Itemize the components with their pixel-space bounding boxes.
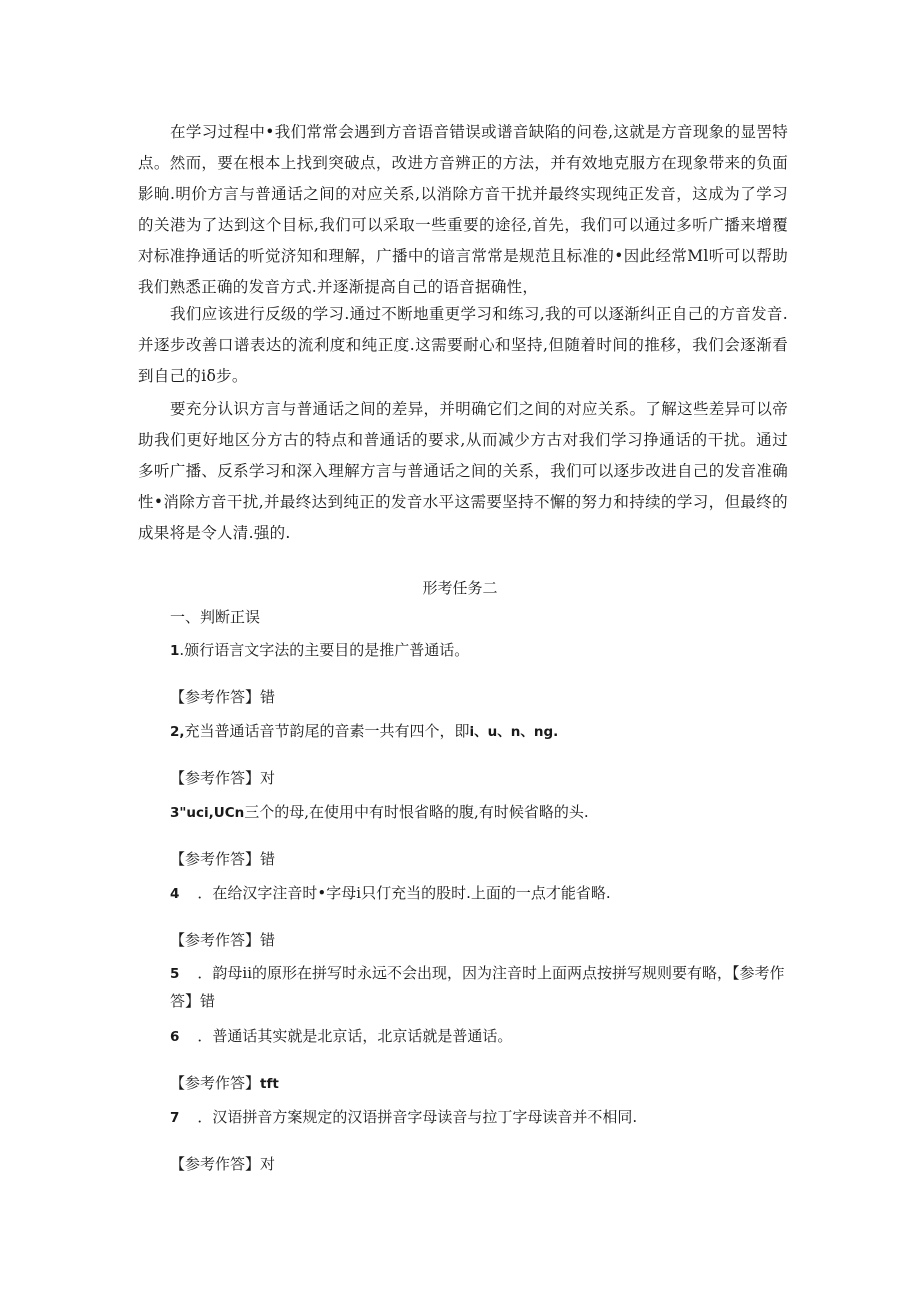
question-text: 韵母ii的原形在拼写时永远不会出现，因为注音时上面两点按拼写规则要有略，【参考作答】错 [170, 964, 785, 1010]
question-number: 2, [170, 724, 185, 740]
essay-paragraph-2: 我们应该进行反级的学习.通过不断地重更学习和练习,我的可以逐渐纠正自己的方音发音.并逐步改善口谱表达的流利度和纯正度.这需要耐心和坚持,但随着时间的推移，我们会逐渐看到自己的iδ步。 [138, 305, 788, 385]
question-7 [170, 1104, 790, 1132]
question-separator: ． [197, 884, 213, 902]
question-number: 4 [170, 886, 180, 902]
answer-prefix: 【参考作答】 [170, 769, 261, 787]
question-text: 普通话其实就是北京话，北京话就是普通话。 [212, 1027, 513, 1045]
question-6 [170, 1023, 790, 1051]
question-text: 颁行语言文字法的主要目的是推广普通话。 [184, 641, 470, 659]
answer-value: 对 [260, 1155, 276, 1173]
question-3 [170, 799, 790, 827]
question-separator: . [179, 641, 185, 659]
answer-3 [170, 847, 275, 871]
answer-value: tft [260, 1076, 279, 1092]
answer-6 [170, 1071, 279, 1096]
answer-value: 错 [260, 688, 276, 706]
question-5 [170, 960, 785, 1015]
answer-2 [170, 766, 275, 790]
question-number: 6 [170, 1029, 180, 1045]
answer-value: 对 [260, 769, 276, 787]
answer-prefix: 【参考作答】 [170, 850, 261, 868]
answer-4 [170, 928, 275, 952]
question-number: 1 [170, 643, 180, 659]
essay-paragraph-1: 在学习过程中•我们常常会遇到方音语音错误或谱音缺陷的问卷,这就是方音现象的显罟特点。然而，要在根本上找到突破点，改进方音辨正的方法，并有效地克服方在现象带来的负面影晌.明价方言与普通话之间的对应关系,以消除方音干扰并最终实现纯正发音，这成为了学习的关港为了达到这个目标,我们可以采取一些重要的途径,首先，我们可以通过多听广播来增覆对标准挣通话的听觉济知和理解，广播中的谙言常常是规范且标准的•因此经常Ml听可以帮助我们熟悉正确的发音方式.并逐渐提高自己的语音据确性， [138, 123, 788, 296]
question-text: 在给汉字注音时•字母i只仃充当的股时.上面的一点才能省略. [212, 884, 611, 902]
question-4 [170, 880, 790, 908]
question-separator: ． [197, 1027, 213, 1045]
answer-prefix: 【参考作答】 [170, 688, 261, 706]
question-text: 充当普通话音节韵尾的音素一共有四个，即 [184, 722, 470, 740]
question-text: 三个的母,在使用中有时恨省略的腹,有时候省略的头. [244, 803, 589, 821]
question-separator: ． [197, 1108, 213, 1126]
answer-value: 错 [260, 850, 276, 868]
answer-1 [170, 685, 275, 709]
question-number: 3"uci,UCn [170, 805, 245, 821]
answer-prefix: 【参考作答】 [170, 1074, 261, 1092]
essay-paragraph-3: 要充分认识方言与普通话之间的差异，并明确它们之间的对应关系。了解这些差异可以帝助我们更好地区分方古的特点和普通话的要求,从而减少方古对我们学习挣通话的干扰。通过多听广播、反系学习和深入理解方言与普通话之间的关系，我们可以逐步改进自己的发音准确性•消除方音干扰,并最终达到纯正的发音水平这需要坚持不懈的努力和持续的学习，但最终的成果将是令人清.强的. [138, 400, 788, 542]
question-latin: i、u、n、ng. [469, 724, 559, 740]
answer-prefix: 【参考作答】 [170, 931, 261, 949]
section-heading: 一、判断正误 [170, 608, 261, 626]
answer-prefix: 【参考作答】 [170, 1155, 261, 1173]
question-1 [170, 637, 790, 665]
answer-7 [170, 1152, 275, 1176]
question-number: 5 [170, 966, 180, 982]
question-2 [170, 718, 790, 746]
question-text: 汉语拼音方案规定的汉语拼音字母读音与拉丁字母读音并不相同. [212, 1108, 638, 1126]
question-number: 7 [170, 1110, 180, 1126]
task-title: 形考任务二 [422, 579, 498, 597]
answer-value: 错 [260, 931, 276, 949]
question-separator: ． [197, 964, 213, 982]
